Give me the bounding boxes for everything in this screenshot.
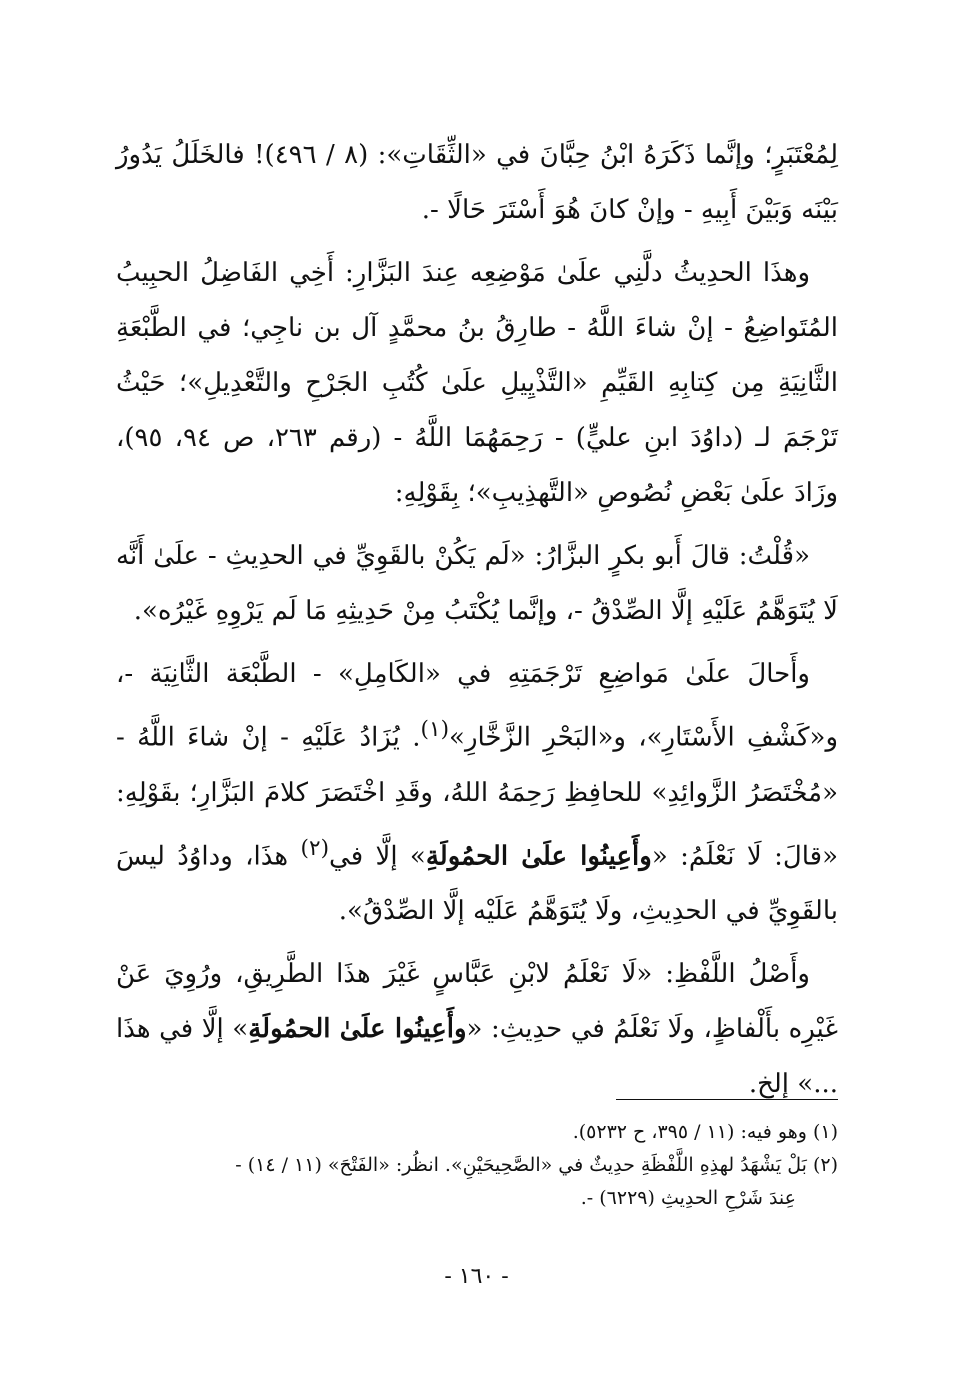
footnote-ref-2[interactable]: (٢): [300, 835, 330, 861]
footnote-separator: [616, 1099, 838, 1100]
main-text: [116, 128, 838, 1120]
hadith-phrase-bold: وأَعِينُوا علَىٰ الحمُولَةِ: [425, 841, 652, 872]
paragraph-4-text-a: وأَحالَ علَىٰ مَواضِعِ تَرْجَمَتِهِ في «الكَامِلِ» - الطَّبْعَة الثَّانِيَة -، و«كَشْفِ الأَسْتَارِ»، و«البَحْرِ الزَّخَّارِ»: [116, 659, 839, 753]
paragraph-2: وهذَا الحدِيثُ دلَّنِي علَىٰ مَوْضِعِه عِندَ البَزَّارِ: أَخِي الفَاضِلُ الحبِيبُ المُتَواضِعُ - إنْ شاءَ اللَّهُ - طارِقُ بنُ محمَّدٍ آل بن ناجِي؛ في الطَّبْعَةِ الثَّانِيَةِ مِن كِتابِهِ القَيِّمِ «التَّذْيِيلِ علَىٰ كُتُبِ الجَرْحِ والتَّعْدِيلِ»؛ حَيْثُ تَرْجَمَ لـ (داوُدَ ابنِ عليٍّ) - رَحِمَهُمَا اللَّهُ - (رقم ٢٦٣، ص ٩٤، ٩٥)، وزَادَ علَىٰ بَعْضِ نُصُوصِ «التَّهذِيبِ»؛ بِقَوْلِهِ:: [116, 258, 839, 508]
page-number: - ١٦٠ -: [444, 1264, 509, 1289]
footnote-2: (٢) بَلْ يَشْهَدُ لهذِهِ اللَّفْظَةِ حدِيثٌ في «الصَّحِيحَيْنِ». انظُر: «الفَتْحَ» (١١ / ١٤) -: [235, 1154, 838, 1176]
paragraph-4-text-c: » إلَّا في: [329, 841, 426, 872]
paragraph-4-text-d: هذَا، وداوُدُ ليسَ بالقَوِيِّ في الحدِيثِ، ولَا يُتَوَهَّمُ عَلَيْه إلَّا الصِّدْقُ».: [116, 841, 838, 927]
paragraph-3-quote: «قُلْتُ: قالَ أَبو بكرٍ البزَّارُ: «لَم يَكُنْ بالقَوِيِّ في الحدِيثِ - علَىٰ أَنَّه لَا يُتَوَهَّمُ عَلَيْهِ إلَّا الصِّدْقُ -، وإنَّما يُكْتَبُ مِنْ حَدِيثِهِ مَا لَم يَرْوِهِ غَيْرُه».: [116, 541, 838, 626]
paragraph-5: [116, 947, 838, 1112]
paragraph-5-text-b: » إلَّا في هذَا ...» إلخ.: [116, 1014, 838, 1100]
paragraph-1: لِمُعْتَبَرٍ؛ وإنَّما ذَكَرَهُ ابْنُ حِبَّانَ في «الثِّقَاتِ»: (٨ / ٤٩٦)! فالخَلَلُ يَدُورُ بَيْنَه وَبَيْنَ أَبِيهِ - وإنْ كانَ هُوَ أَسْتَرَ حَالًا -.: [116, 140, 838, 225]
footnotes: [116, 1116, 838, 1215]
paragraph-4: [116, 647, 838, 939]
hadith-phrase-bold-2: وأَعِينُوا علَىٰ الحمُولَةِ: [248, 1014, 467, 1045]
footnote-ref-1[interactable]: (١): [420, 717, 450, 742]
paragraph-5-text-a: وأَصْلُ اللَّفْظِ: «لَا نَعْلَمُ لابْنِ عَبَّاسٍ غَيْرَ هذَا الطَّرِيقِ، ورُوِيَ عَنْ غَيْرِه بأَلْفاظٍ، ولَا نَعْلَمُ في حدِيثِ: «: [116, 959, 838, 1045]
footnote-1: (١) وهو فيه: (١١ / ٣٩٥، ح ٥٢٣٢).: [572, 1121, 838, 1143]
paragraph-4-text-b: . يُزَادُ عَلَيْهِ - إنْ شاءَ اللَّهُ - «مُخْتَصَرُ الزَّوائِدِ» للحافِظِ رَحِمَهُ اللهُ، وقَدِ اخْتَصَرَ كلامَ البَزَّارِ؛ بقَوْلِهِ: «قالَ: لَا نَعْلَمُ: «: [116, 722, 839, 872]
footnote-2-continuation: عِندَ شَرْحِ الحدِيثِ (٦٢٢٩) -.: [580, 1187, 796, 1209]
